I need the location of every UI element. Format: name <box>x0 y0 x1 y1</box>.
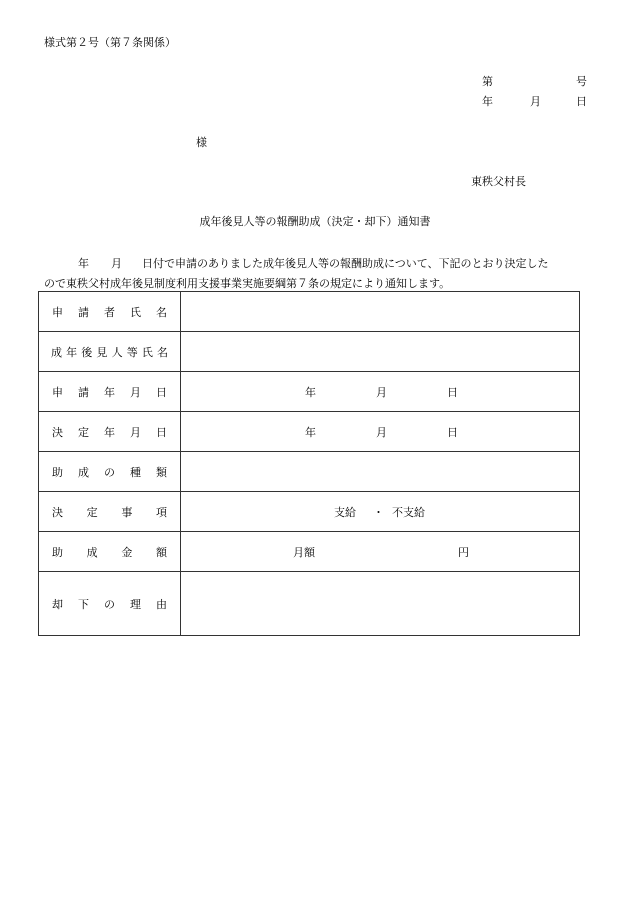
body-year: 年 <box>78 257 89 270</box>
amount-yen-label: 円 <box>458 545 469 559</box>
table-row <box>39 492 580 532</box>
label-decision-date: 決 定 年 月 日 <box>39 412 181 452</box>
document-title: 成年後見人等の報酬助成（決定・却下）通知書 <box>199 215 431 228</box>
label-rejection-reason: 却 下 の 理 由 <box>39 572 181 636</box>
body-line-1 <box>44 254 590 274</box>
value-rejection-reason[interactable] <box>181 572 580 636</box>
value-guardian-name[interactable] <box>181 332 580 372</box>
table-row <box>39 372 580 412</box>
label-subsidy-type: 助 成 の 種 類 <box>39 452 181 492</box>
label-subsidy-amount: 助 成 金 額 <box>39 532 181 572</box>
table-row <box>39 452 580 492</box>
addressee-suffix: 様 <box>196 136 207 149</box>
form-label: 様式第２号（第７条関係） <box>44 36 176 49</box>
value-decision-date[interactable] <box>181 412 580 452</box>
table-row <box>39 572 580 636</box>
value-application-date[interactable] <box>181 372 580 412</box>
notification-table <box>38 291 580 636</box>
option-separator: ・ <box>373 505 384 519</box>
amount-monthly-label: 月額 <box>293 545 315 559</box>
label-decision-item: 決 定 事 項 <box>39 492 181 532</box>
value-decision-item[interactable] <box>181 492 580 532</box>
body-month: 月 <box>111 257 122 270</box>
table-row <box>39 292 580 332</box>
value-applicant-name[interactable] <box>181 292 580 332</box>
document-number-prefix: 第 <box>482 75 493 88</box>
body-line1-rest: 日付で申請のありました成年後見人等の報酬助成について、下記のとおり決定した <box>142 257 549 270</box>
table-row <box>39 332 580 372</box>
body-line-2: ので東秩父村成年後見制度利用支援事業実施要綱第７条の規定により通知します。 <box>44 277 451 290</box>
value-subsidy-amount[interactable] <box>181 532 580 572</box>
option-grant[interactable]: 支給 <box>334 505 356 519</box>
application-date-year: 年 <box>305 385 316 399</box>
application-date-day: 日 <box>447 385 458 399</box>
label-application-date: 申 請 年 月 日 <box>39 372 181 412</box>
value-subsidy-type[interactable] <box>181 452 580 492</box>
sender-name: 東秩父村長 <box>471 175 526 188</box>
label-guardian-name: 成 年 後 見 人 等 氏 名 <box>39 332 181 372</box>
application-date-month: 月 <box>376 385 387 399</box>
decision-date-day: 日 <box>447 425 458 439</box>
label-applicant-name: 申 請 者 氏 名 <box>39 292 181 332</box>
table-row <box>39 532 580 572</box>
document-number-suffix: 号 <box>576 75 587 88</box>
table-row <box>39 412 580 452</box>
option-no-grant[interactable]: 不支給 <box>392 505 425 519</box>
issue-date-year: 年 <box>482 95 493 108</box>
issue-date-month: 月 <box>530 95 541 108</box>
decision-date-month: 月 <box>376 425 387 439</box>
issue-date-day: 日 <box>576 95 587 108</box>
decision-date-year: 年 <box>305 425 316 439</box>
body-text <box>44 254 590 294</box>
